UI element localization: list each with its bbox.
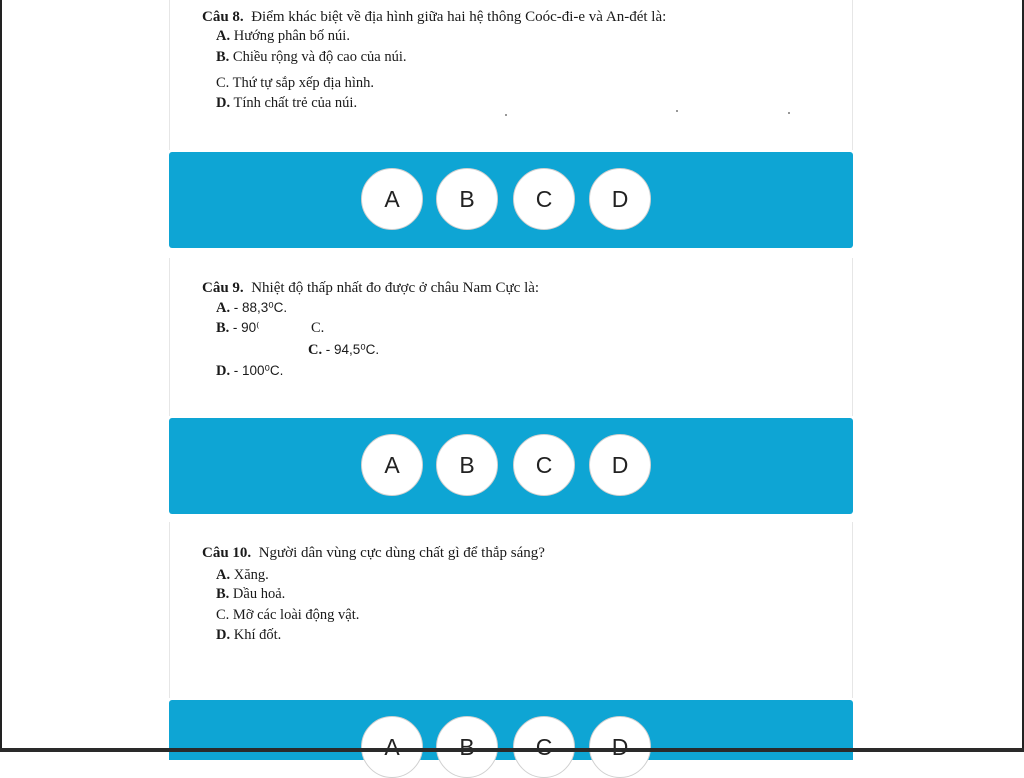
option-letter: C. (216, 607, 229, 623)
option-text: - 100⁰C. (234, 363, 284, 378)
answer-choice-b[interactable]: B (436, 434, 498, 496)
option-letter: A. (216, 567, 230, 583)
answer-choice-b[interactable]: B (436, 716, 498, 778)
question-9-option-b (216, 320, 260, 337)
scan-speck (505, 114, 507, 116)
question-9-option-c (308, 342, 379, 359)
question-8-text: Điểm khác biệt về địa hình giữa hai hệ thông Coóc-đi-e và An-đét là: (251, 9, 666, 25)
answer-choice-a[interactable]: A (361, 434, 423, 496)
answer-bar-question-9 (169, 418, 853, 514)
answer-choice-d[interactable]: D (589, 168, 651, 230)
option-text: - 90⁽ (233, 320, 260, 335)
question-10-title (202, 544, 545, 563)
option-text: - 94,5⁰C. (326, 342, 379, 357)
option-letter: D. (216, 95, 230, 111)
question-card-10 (169, 522, 853, 698)
answer-choice-d[interactable]: D (589, 716, 651, 778)
option-letter: D. (216, 363, 230, 379)
option-text: Hướng phân bố núi. (234, 28, 350, 44)
option-letter: D. (216, 627, 230, 643)
answer-choice-a[interactable]: A (361, 168, 423, 230)
option-letter: A. (216, 28, 230, 44)
scan-speck (788, 112, 790, 114)
option-text: Chiều rộng và độ cao của núi. (233, 49, 407, 65)
answer-choice-c[interactable]: C (513, 716, 575, 778)
question-10-text: Người dân vùng cực dùng chất gì để thắp sáng? (259, 545, 545, 561)
question-10-option-d (216, 627, 281, 644)
option-text: Thứ tự sắp xếp địa hình. (233, 75, 374, 91)
option-letter: B. (216, 586, 229, 602)
option-letter: A. (216, 300, 230, 316)
question-8-option-a (216, 28, 350, 45)
question-8-option-d (216, 95, 357, 112)
window-frame-bottom (0, 748, 1024, 752)
answer-choice-c[interactable]: C (513, 168, 575, 230)
question-8-title (202, 8, 666, 27)
question-9-number: Câu 9. (202, 280, 244, 296)
answer-bar-question-8 (169, 152, 853, 248)
question-9-title (202, 279, 539, 298)
question-8-option-c (216, 75, 374, 92)
option-text: C. (311, 320, 324, 336)
option-text: Dầu hoả. (233, 586, 285, 602)
option-text: - 88,3⁰C. (234, 300, 287, 315)
question-9-text: Nhiệt độ thấp nhất đo được ở châu Nam Cực là: (251, 280, 539, 296)
question-10-option-b (216, 586, 285, 603)
option-text: Xăng. (234, 567, 269, 583)
option-letter: C. (216, 75, 229, 91)
answer-choice-c[interactable]: C (513, 434, 575, 496)
answer-choice-b[interactable]: B (436, 168, 498, 230)
question-card-8 (169, 0, 853, 150)
option-letter: C. (308, 342, 322, 358)
question-8-option-b (216, 49, 406, 66)
question-8-number: Câu 8. (202, 9, 244, 25)
question-card-9 (169, 258, 853, 416)
question-10-number: Câu 10. (202, 545, 251, 561)
option-text: Tính chất trẻ của núi. (233, 95, 357, 111)
option-text: Khí đốt. (234, 627, 282, 643)
answer-choice-a[interactable]: A (361, 716, 423, 778)
question-9-option-d (216, 363, 283, 380)
option-text: Mỡ các loài động vật. (233, 607, 359, 623)
question-10-option-c (216, 607, 359, 624)
answer-choice-d[interactable]: D (589, 434, 651, 496)
option-letter: B. (216, 49, 229, 65)
scan-speck (676, 110, 678, 112)
question-9-option-fragment (311, 320, 324, 337)
question-9-option-a (216, 300, 287, 317)
option-letter: B. (216, 320, 229, 336)
question-10-option-a (216, 567, 269, 584)
